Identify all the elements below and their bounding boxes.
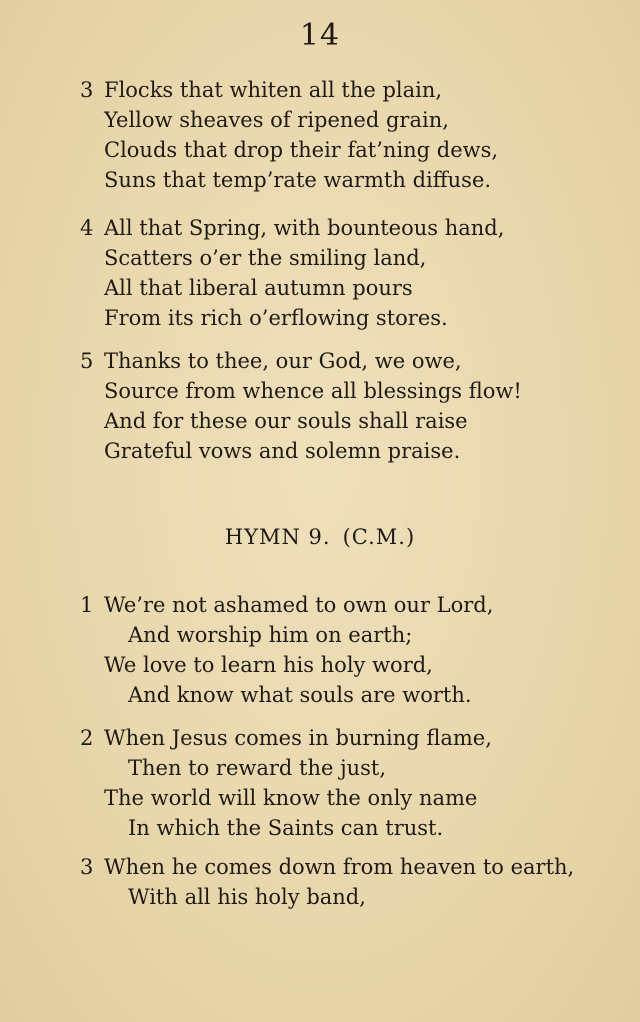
verse-line: Thanks to thee, our God, we owe, bbox=[104, 349, 462, 373]
verse-line: The world will know the only name bbox=[104, 786, 478, 810]
verse-line: And worship him on earth; bbox=[128, 623, 413, 647]
stanza-number: 2 bbox=[80, 726, 94, 750]
hymn-heading bbox=[0, 525, 640, 549]
page-number: 14 bbox=[299, 18, 341, 53]
verse-line: Scatters o’er the smiling land, bbox=[104, 246, 427, 270]
verse-line: Clouds that drop their fat’ning dews, bbox=[104, 138, 499, 162]
stanza bbox=[0, 75, 640, 195]
verse-line: All that Spring, with bounteous hand, bbox=[104, 216, 505, 240]
verse-line: And know what souls are worth. bbox=[128, 683, 472, 707]
stanza bbox=[0, 852, 640, 912]
stanza-number: 3 bbox=[80, 78, 94, 102]
verse-line: All that liberal autumn pours bbox=[104, 276, 413, 300]
verse-line: When he comes down from heaven to earth, bbox=[104, 855, 575, 879]
stanza-number: 4 bbox=[80, 216, 94, 240]
stanza-number: 3 bbox=[80, 855, 94, 879]
stanza-number: 1 bbox=[80, 593, 94, 617]
stanza-number: 5 bbox=[80, 349, 94, 373]
hymn-title: HYMN 9. bbox=[224, 525, 331, 549]
stanza bbox=[0, 213, 640, 333]
stanza bbox=[0, 346, 640, 466]
verse-line: Flocks that whiten all the plain, bbox=[104, 78, 443, 102]
verse-line: Grateful vows and solemn praise. bbox=[104, 439, 461, 463]
verse-line: Source from whence all blessings flow! bbox=[104, 379, 522, 403]
verse-line: Suns that temp’rate warmth diffuse. bbox=[104, 168, 492, 192]
verse-line: Yellow sheaves of ripened grain, bbox=[104, 108, 449, 132]
verse-line: And for these our souls shall raise bbox=[104, 409, 468, 433]
verse-line: Then to reward the just, bbox=[128, 756, 387, 780]
hymn-meter: (C.M.) bbox=[342, 525, 416, 549]
verse-line: With all his holy band, bbox=[128, 885, 366, 909]
verse-line: In which the Saints can trust. bbox=[128, 816, 444, 840]
verse-line: When Jesus comes in burning flame, bbox=[104, 726, 492, 750]
verse-line: We’re not ashamed to own our Lord, bbox=[104, 593, 494, 617]
stanza bbox=[0, 723, 640, 843]
stanza bbox=[0, 590, 640, 710]
verse-line: From its rich o’erflowing stores. bbox=[104, 306, 448, 330]
verse-line: We love to learn his holy word, bbox=[104, 653, 433, 677]
